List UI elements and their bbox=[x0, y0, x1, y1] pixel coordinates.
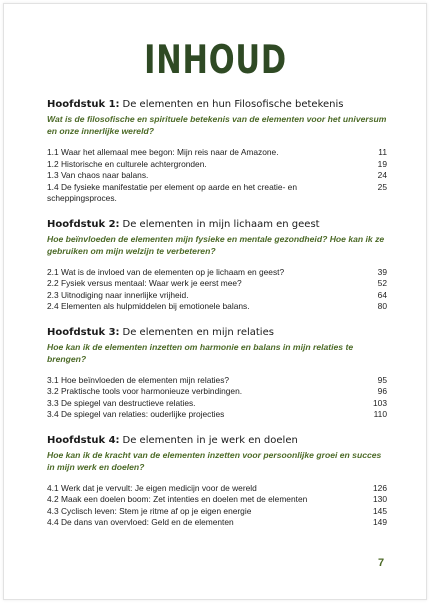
toc-entry-page: 145 bbox=[373, 505, 387, 516]
toc-entry-text: 2.3 Uitnodiging naar innerlijke vrijheid. bbox=[47, 289, 189, 300]
toc-entry-text: 3.1 Hoe beïnvloeden de elementen mijn relaties? bbox=[47, 374, 230, 385]
toc-entry-text: 4.4 De dans van overvloed: Geld en de elementen bbox=[47, 517, 234, 527]
toc-entry-page: 39 bbox=[377, 266, 387, 277]
toc-entry[interactable] bbox=[47, 398, 387, 410]
chapter-name: De elementen en mijn relaties bbox=[122, 326, 274, 338]
chapter-question: Hoe kan ik de elementen inzetten om harmonie en balans in mijn relaties te brengen? bbox=[47, 341, 354, 364]
toc-entry-text: 4.3 Cyclisch leven: Stem je ritme af op je eigen energie bbox=[47, 505, 252, 516]
chapter-name: De elementen in je werk en doelen bbox=[122, 434, 298, 446]
toc-entry-text: 1.4 De fysieke manifestatie per element op aarde en het creatie- en scheppingsproces. bbox=[47, 181, 297, 203]
page-number: 7 bbox=[378, 557, 385, 569]
toc-entry-text: 1.1 Waar het allemaal mee begon: Mijn reis naar de Amazone. bbox=[47, 147, 279, 157]
toc-entry[interactable] bbox=[47, 290, 387, 302]
chapter-question: Hoe beïnvloeden de elementen mijn fysieke en mentale gezondheid? Hoe kan ik ze gebruiken om mijn welzijn te verbeteren? bbox=[47, 233, 385, 256]
chapter-name: De elementen en hun Filosofische betekenis bbox=[122, 99, 344, 110]
toc-entry-text: 2.1 Wat is de invloed van de elementen op je lichaam en geest? bbox=[47, 266, 285, 277]
chapter-question: Hoe kan ik de kracht van de elementen inzetten voor persoonlijke groei en succes in mijn werk en doelen? bbox=[47, 449, 382, 472]
chapter-label: Hoofdstuk 3: bbox=[47, 326, 120, 338]
toc-entry-page: 103 bbox=[373, 397, 387, 408]
toc-entry-text: 4.2 Maak een doelen boom: Zet intenties en doelen met de elementen bbox=[47, 494, 308, 504]
toc-entry-text: 3.2 Praktische tools voor harmonieuze verbindingen. bbox=[47, 386, 243, 396]
toc-entry-page: 25 bbox=[377, 181, 387, 192]
chapter-label: Hoofdstuk 4: bbox=[47, 434, 120, 446]
chapter-4 bbox=[47, 434, 387, 529]
toc-entry[interactable] bbox=[47, 170, 387, 182]
toc-entry-text: 3.4 De spiegel van relaties: ouderlijke projecties bbox=[47, 409, 225, 419]
toc-entry-page: 64 bbox=[377, 289, 387, 300]
toc-entry[interactable] bbox=[47, 483, 387, 495]
toc-entry-page: 24 bbox=[377, 170, 387, 180]
chapter-1 bbox=[47, 98, 387, 205]
toc-entry-text: 4.1 Werk dat je vervult: Je eigen medicijn voor de wereld bbox=[47, 482, 257, 493]
page-title: INHOUD bbox=[144, 38, 287, 83]
toc-entry-page: 95 bbox=[377, 374, 387, 385]
toc-entry-text: 2.4 Elementen als hulpmiddelen bij emotionele balans. bbox=[47, 301, 250, 311]
toc-entry-page: 130 bbox=[373, 494, 387, 504]
toc-entry-page: 96 bbox=[377, 386, 387, 396]
chapter-3 bbox=[47, 326, 387, 421]
toc-entry[interactable] bbox=[47, 375, 387, 387]
toc-entry-text: 2.2 Fysiek versus mentaal: Waar werk je eerst mee? bbox=[47, 278, 242, 288]
toc-entry-text: 1.3 Van chaos naar balans. bbox=[47, 170, 149, 180]
table-of-contents bbox=[47, 98, 387, 542]
toc-entry[interactable] bbox=[47, 409, 387, 421]
toc-entry[interactable] bbox=[47, 517, 387, 529]
toc-entry[interactable] bbox=[47, 506, 387, 518]
toc-entry-page: 149 bbox=[373, 517, 387, 527]
chapter-heading bbox=[47, 326, 387, 339]
toc-entry[interactable] bbox=[47, 147, 387, 159]
chapter-question: Wat is de filosofische en spirituele betekenis van de elementen voor het universum en onze innerlijke wereld? bbox=[47, 114, 387, 136]
toc-entry-page: 52 bbox=[377, 278, 387, 288]
toc-entry-page: 126 bbox=[373, 482, 387, 493]
toc-entry[interactable] bbox=[47, 494, 387, 506]
chapter-heading bbox=[47, 218, 387, 231]
toc-entry[interactable] bbox=[47, 182, 387, 205]
chapter-name: De elementen in mijn lichaam en geest bbox=[122, 218, 320, 230]
toc-entry-page: 80 bbox=[377, 301, 387, 311]
chapter-label: Hoofdstuk 1: bbox=[47, 99, 120, 110]
toc-entry-page: 19 bbox=[377, 158, 387, 169]
toc-entry[interactable] bbox=[47, 278, 387, 290]
chapter-2 bbox=[47, 218, 387, 313]
chapter-heading bbox=[47, 434, 387, 447]
toc-entry-page: 110 bbox=[373, 409, 387, 419]
toc-entry[interactable] bbox=[47, 386, 387, 398]
toc-entry[interactable] bbox=[47, 159, 387, 171]
toc-entry[interactable] bbox=[47, 267, 387, 279]
toc-entry-text: 3.3 De spiegel van destructieve relaties. bbox=[47, 397, 196, 408]
chapter-heading bbox=[47, 98, 387, 111]
chapter-label: Hoofdstuk 2: bbox=[47, 218, 120, 230]
toc-entry-page: 11 bbox=[378, 147, 387, 157]
toc-entry[interactable] bbox=[47, 301, 387, 313]
toc-entry-text: 1.2 Historische en culturele achtergronden. bbox=[47, 158, 207, 169]
